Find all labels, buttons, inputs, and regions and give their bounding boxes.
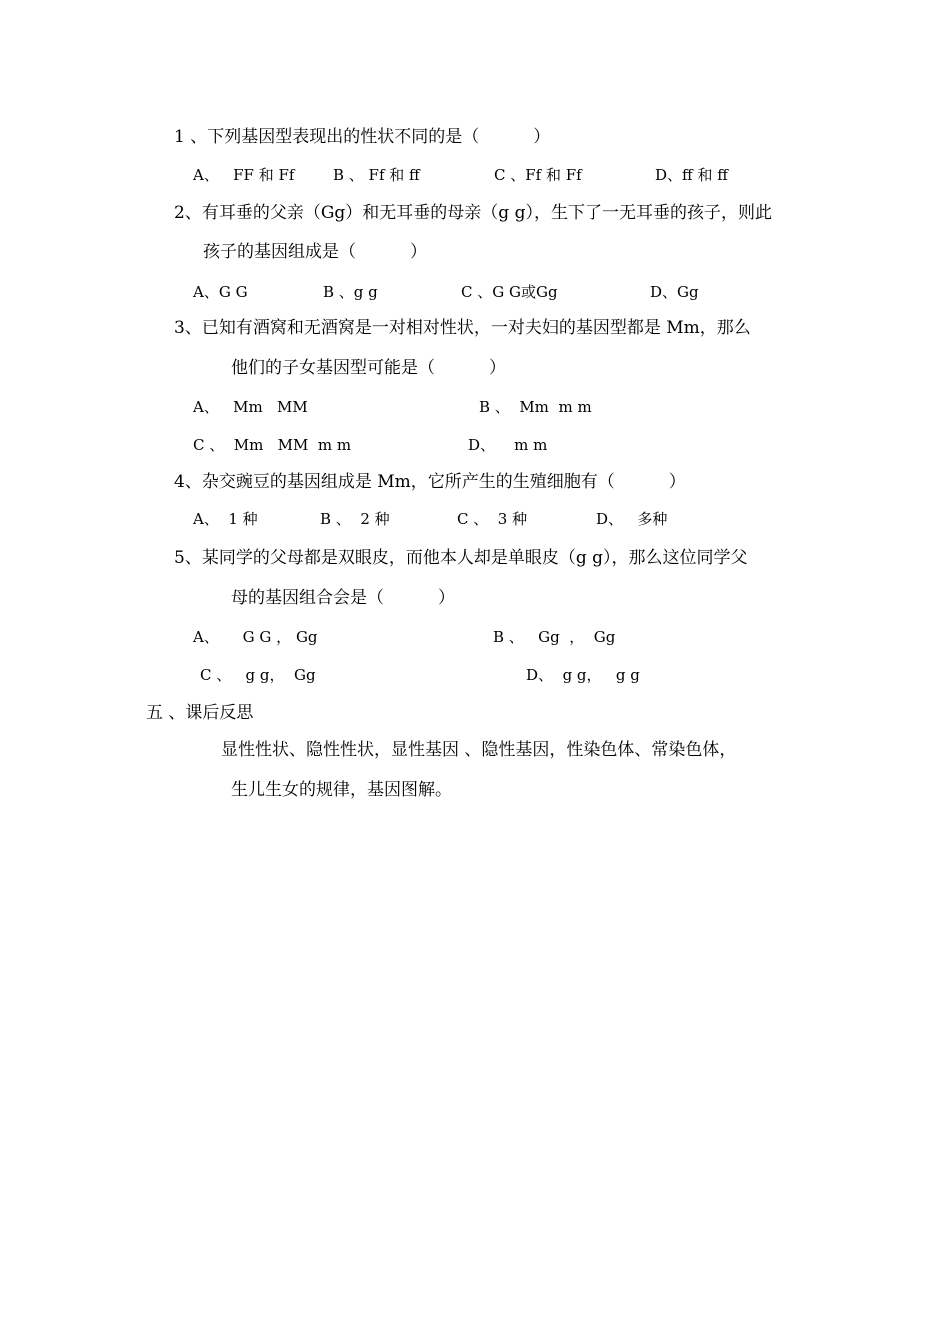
question-5-option-c: C 、 g g， Gg [200,666,316,684]
question-4-option-a: A、 1 种 [193,510,258,528]
question-2-option-b: B 、g g [323,283,378,301]
question-4-stem: 4、杂交豌豆的基因组成是 Mm，它所产生的生殖细胞有（ ） [174,472,686,492]
question-3-stem-line-2: 他们的子女基因型可能是（ ） [231,358,507,378]
question-5-option-a: A、 G G ， Gg [193,628,318,646]
question-4-option-b: B 、 2 种 [320,510,390,528]
question-5-option-d: D、 g g， g g [526,666,640,684]
question-2-option-a: A、G G [193,283,248,301]
question-5-stem-line-2: 母的基因组合会是（ ） [231,588,456,608]
question-5-option-b: B 、 Gg ， Gg [493,628,616,646]
question-1-stem: 1 、下列基因型表现出的性状不同的是（ ） [174,127,551,147]
question-1-option-b: B 、 Ff 和 ff [333,166,420,184]
question-2-option-c: C 、G G或Gg [461,283,558,301]
question-3-option-d: D、 m m [468,436,548,454]
question-2-option-d: D、Gg [650,283,699,301]
question-3-option-c: C 、 Mm MM m m [193,436,352,454]
section-heading: 五 、课后反思 [146,703,254,723]
question-5-stem-line-1: 5、某同学的父母都是双眼皮，而他本人却是单眼皮（g g），那么这位同学父 [174,548,748,568]
question-3-option-a: A、 Mm MM [193,398,308,416]
question-3-option-b: B 、 Mm m m [479,398,592,416]
section-line-2: 生儿生女的规律，基因图解。 [231,780,452,800]
question-4-option-d: D、 多种 [596,510,668,528]
question-2-stem-line-1: 2、有耳垂的父亲（Gg）和无耳垂的母亲（g g），生下了一无耳垂的孩子，则此 [174,203,772,223]
question-4-option-c: C 、 3 种 [457,510,528,528]
question-3-stem-line-1: 3、已知有酒窝和无酒窝是一对相对性状，一对夫妇的基因型都是 Mm，那么 [174,318,751,338]
question-1-option-d: D、ff 和 ff [655,166,728,184]
question-1-option-c: C 、Ff 和 Ff [494,166,582,184]
section-line-1: 显性性状、隐性性状，显性基因 、隐性基因，性染色体、常染色体， [221,740,737,760]
question-2-stem-line-2: 孩子的基因组成是（ ） [203,242,428,262]
question-1-option-a: A、 FF 和 Ff [193,166,295,184]
